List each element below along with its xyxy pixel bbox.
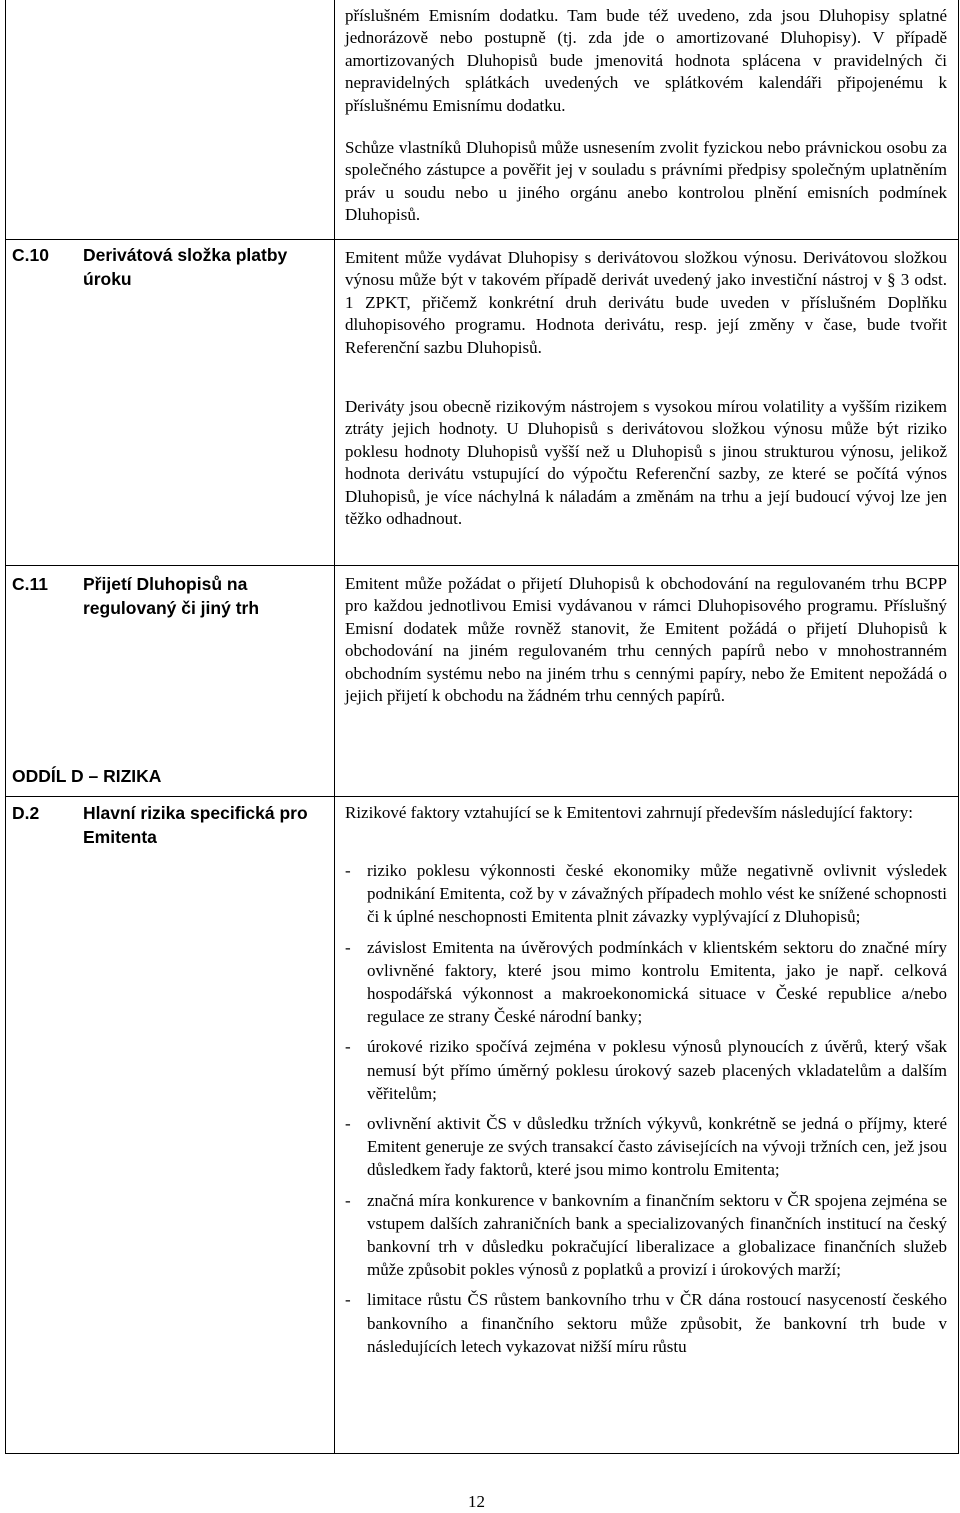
page-number: 12 xyxy=(468,1492,485,1511)
risk-factor-text: riziko poklesu výkonnosti české ekonomiky může negativně ovlivnit výsledek podnikání Emitenta, což by v závažných případech mohlo vést ke snížené schopnosti či k úplné neschopnosti Emitenta plnit závazky vyplývající z Dluhopisů; xyxy=(367,861,947,927)
risk-factor-item xyxy=(345,1288,947,1358)
risk-factor-text: úrokové riziko spočívá zejména v poklesu výnosů plynoucích z úvěrů, který však nemusí být přímo úměrný poklesu úrokový sazeb placených vkladatelům a dalším věřitelům; xyxy=(367,1037,947,1103)
table-row-divider xyxy=(5,239,959,240)
derivative-risk-paragraph: Deriváty jsou obecně rizikovým nástrojem s vysokou mírou volatility a vyšším rizikem ztráty jejich hodnoty. U Dluhopisů s derivátovou složkou výnosu může být riziko poklesu hodnoty Dluhopisů vyšší než u Dluhopisů s jinou strukturou výnosu, jelikož hodnota derivátu vstupující do výpočtu Referenční sazby, ze které se počítá výnos Dluhopisů, je více náchylná k náladám a změnám na trhu a její budoucí vývoj lze jen těžko odhadnout. xyxy=(345,397,947,529)
risk-factors-list xyxy=(345,859,947,1365)
market-admission-paragraph: Emitent může požádat o přijetí Dluhopisů k obchodování na regulovaném trhu BCPP pro každou jednotlivou Emisi vydávanou v rámci Dluhopisového programu. Příslušný Emisní dodatek může rovněž stanovit, že Emitent požádá o přijetí Dluhopisů k obchodování na jiném regulovaném trhu cenných papírů nebo v mnohostranném obchodním systému nebo na jiném trhu s cennými papíry, nebo že Emitent nepožádá o jejich přijetí k obchodu na žádném trhu cenných papírů. xyxy=(345,574,947,706)
risk-factor-text: závislost Emitenta na úvěrových podmínkách v klientském sektoru do značné míry ovlivněné faktory, které jsou mimo kontrolu Emitenta, jako je např. celková hospodářská výkonnost a makroekonomická situace v České republice a/nebo regulace ze strany České národní banky; xyxy=(367,937,947,1027)
risk-factor-text: limitace růstu ČS růstem bankovního trhu v ČR dána rostoucí nasyceností českého bankovního a finančního sektoru může způsobit, že bankovní trh bude v následujících letech vykazovat nižší míru růstu xyxy=(367,1290,947,1356)
section-code-d2: D.2 xyxy=(12,803,40,823)
table-border-left xyxy=(5,0,6,1453)
table-row-divider xyxy=(5,796,959,797)
derivative-component-paragraph: Emitent může vydávat Dluhopisy s derivátovou složkou výnosu. Derivátovou složkou výnosu může být v takovém případě derivát uvedený jako investiční nástroj v § 3 odst. 1 ZPKT, přičemž konkrétní druh derivátu bude uveden v příslušném Doplňku dluhopisového programu. Hodnota derivátu, resp. její změny v čase, bude tvořit Referenční sazbu Dluhopisů. xyxy=(345,248,947,357)
risk-factor-text: ovlivnění aktivit ČS v důsledku tržních výkyvů, konkrétně se jedná o příjmy, které Emitent generuje ze svých transakcí často závisejících na vývoji tržních cen, jež jsou důsledkem řady faktorů, které jsou mimo kontrolu Emitenta; xyxy=(367,1114,947,1180)
list-dash: - xyxy=(345,1037,351,1057)
table-border-right xyxy=(958,0,959,1453)
noteholders-meeting-paragraph: Schůze vlastníků Dluhopisů může usnesením zvolit fyzickou nebo právnickou osobu za společného zástupce a pověřit jej v souladu s právními předpisy společným uplatněním práv u soudu nebo u jiného orgánu anebo kontrolou plnění emisních podmínek Dluhopisů. xyxy=(345,138,947,225)
section-label-c11: Přijetí Dluhopisů na regulovaný či jiný trh xyxy=(83,574,260,618)
table-column-divider xyxy=(334,0,335,1453)
continued-paragraph: příslušném Emisním dodatku. Tam bude též uvedeno, zda jsou Dluhopisy splatné jednorázově nebo postupně (tj. zda jde o amortizované Dluhopisy). V případě amortizovaných Dluhopisů bude jmenovitá hodnota splácena v pravidelných či nepravidelných splátkách uvedených ve splátkovém kalendáři připojenému k příslušnému Emisnímu dodatku. xyxy=(345,6,947,115)
table-border-bottom xyxy=(5,1453,959,1454)
risk-factor-item xyxy=(345,1112,947,1182)
list-dash: - xyxy=(345,1114,351,1134)
risk-factor-item xyxy=(345,859,947,929)
list-dash: - xyxy=(345,1190,351,1210)
section-code-c10: C.10 xyxy=(12,245,49,265)
list-dash: - xyxy=(345,937,351,957)
section-label-d2: Hlavní rizika specifická pro Emitenta xyxy=(83,803,308,847)
section-d-heading: ODDÍL D – RIZIKA xyxy=(12,766,162,786)
risk-factors-intro: Rizikové faktory vztahující se k Emitentovi zahrnují především následující faktory: xyxy=(345,803,913,822)
risk-factor-item xyxy=(345,1189,947,1282)
risk-factor-text: značná míra konkurence v bankovním a finančním sektoru v ČR spojena zejména se vstupem dalších zahraničních bank a specializovaných finančních institucí na český bankovní trh v důsledku pokračující liberalizace a globalizace finančních služeb může způsobit pokles výnosů z poplatků a provizí i úrokových marží; xyxy=(367,1190,947,1280)
section-code-c11: C.11 xyxy=(12,574,48,594)
table-row-divider xyxy=(5,565,959,566)
list-dash: - xyxy=(345,1290,351,1310)
list-dash: - xyxy=(345,861,351,880)
risk-factor-item xyxy=(345,1035,947,1105)
section-label-c10: Derivátová složka platby úroku xyxy=(83,245,288,289)
risk-factor-item xyxy=(345,936,947,1029)
